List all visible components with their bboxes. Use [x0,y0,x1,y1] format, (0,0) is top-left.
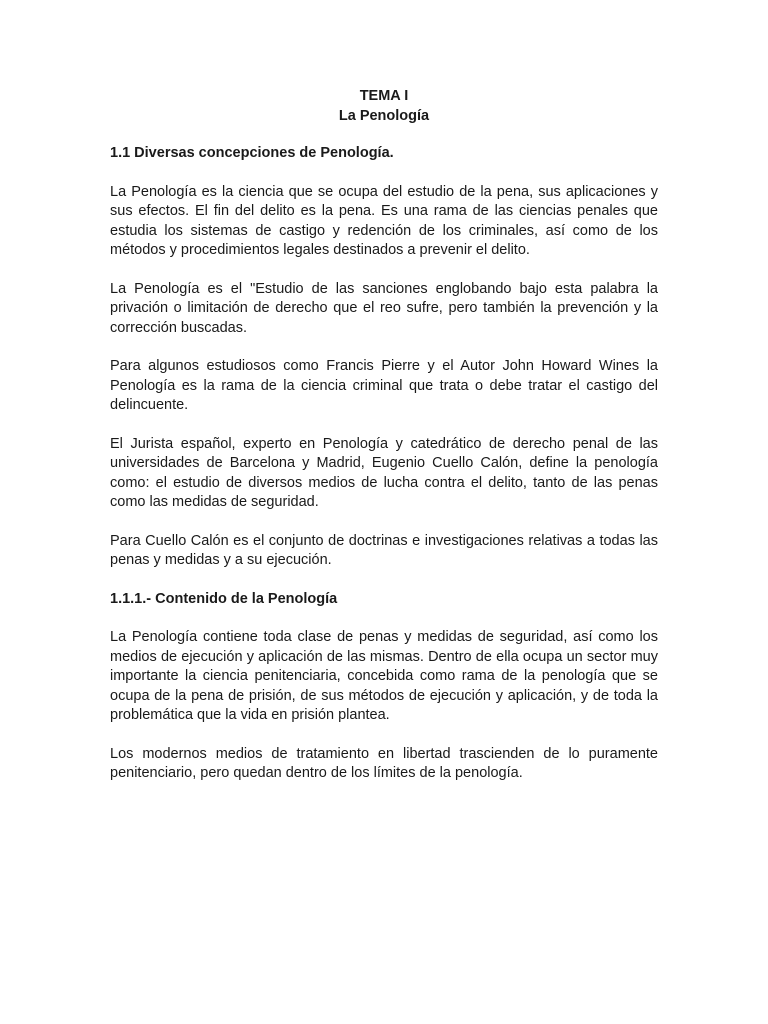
paragraph: La Penología contiene toda clase de penas y medidas de seguridad, así como los medios de ejecución y aplicación de las mismas. Dentro de ella ocupa un sector muy importante la ciencia penitenciaria, concebida como rama de la penología que se ocupa de la pena de prisión, de sus métodos de ejecución y aplicación, y de toda la problemática que la vida en prisión plantea. [110,629,658,723]
paragraph: Para Cuello Calón es el conjunto de doctrinas e investigaciones relativas a todas las penas y medidas y a su ejecución. [110,532,658,568]
paragraph: El Jurista español, experto en Penología y catedrático de derecho penal de las universidades de Barcelona y Madrid, Eugenio Cuello Calón, define la penología como: el estudio de diversos medios de lucha contra el delito, tanto de las penas como las medidas de seguridad. [110,435,658,510]
document-body [110,86,658,803]
document-title: TEMA I [359,88,409,104]
paragraph: La Penología es la ciencia que se ocupa del estudio de la pena, sus aplicaciones y sus efectos. El fin del delito es la pena. Es una rama de las ciencias penales que estudia los sistemas de castigo y redención de los criminales, así como de los métodos y procedimientos legales destinados a prevenir el delito. [110,183,658,258]
section-heading-1-1-1: 1.1.1.- Contenido de la Penología [110,590,338,607]
document-subtitle: La Penología [338,108,430,124]
paragraph: La Penología es el "Estudio de las sanciones englobando bajo esta palabra la privación o limitación de derecho que el reo sufre, pero también la prevención y la corrección buscadas. [110,280,658,336]
paragraph: Los modernos medios de tratamiento en libertad trascienden de lo puramente penitenciario, pero quedan dentro de los límites de la penología. [110,745,658,781]
paragraph: Para algunos estudiosos como Francis Pierre y el Autor John Howard Wines la Penología es la rama de la ciencia criminal que trata o debe tratar el castigo del delincuente. [110,358,658,413]
section-heading-1-1: 1.1 Diversas concepciones de Penología. [110,145,394,161]
title-block [110,86,658,126]
